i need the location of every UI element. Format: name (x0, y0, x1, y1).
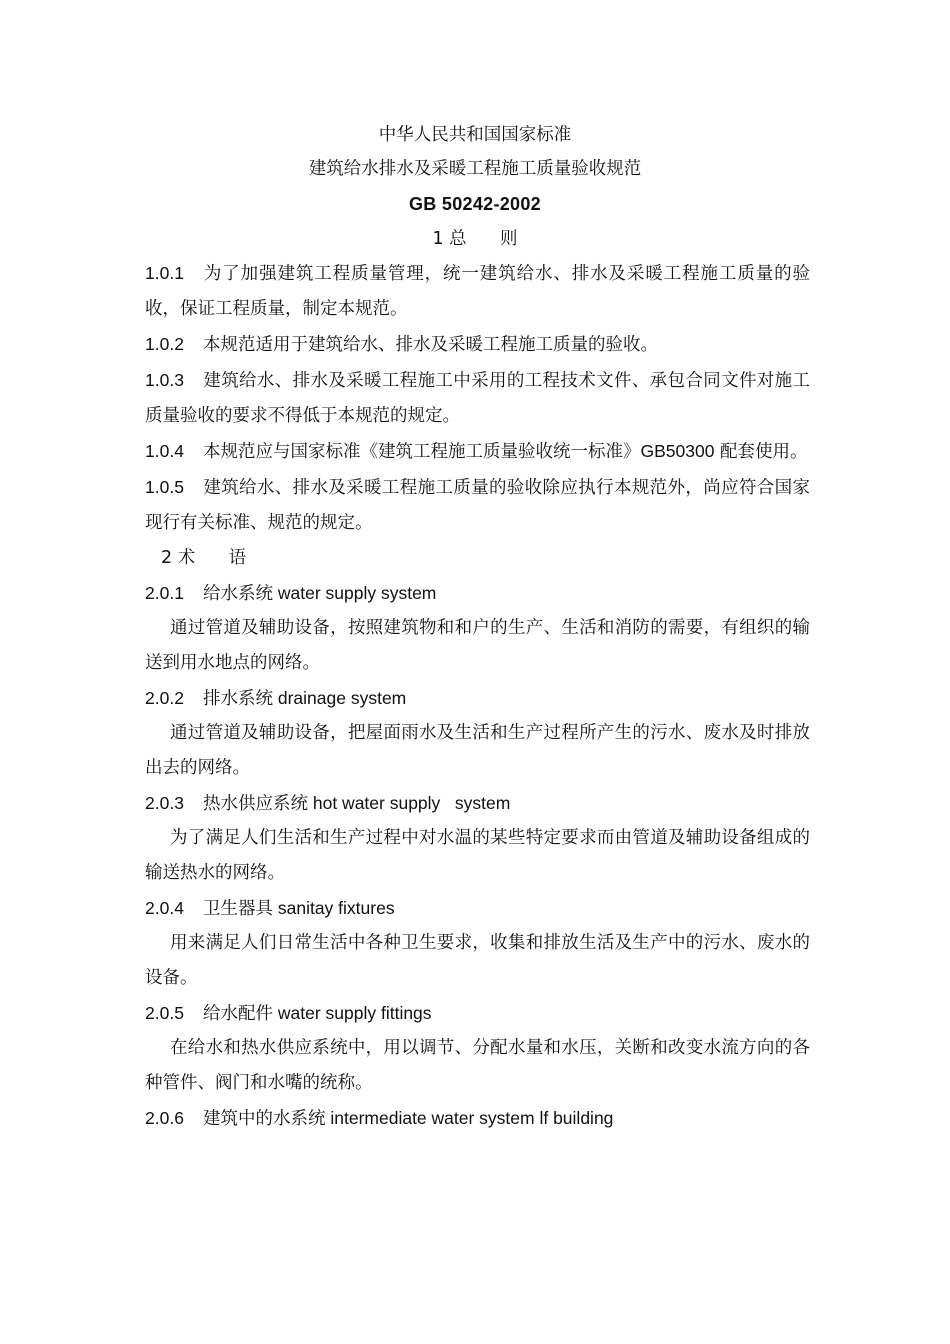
term-chinese: 给水系统 (203, 584, 273, 604)
term-2-0-1 (145, 576, 810, 611)
clause-number: 1.0.3 (145, 370, 184, 390)
clause-text: 本规范适用于建筑给水、排水及采暖工程施工质量的验收。 (203, 335, 658, 355)
clause-number: 1.0.2 (145, 334, 184, 354)
term-2-0-3 (145, 786, 810, 821)
clause-text: 建筑给水、排水及采暖工程施工质量的验收除应执行本规范外，尚应符合国家现行有关标准、规范的规定。 (145, 478, 810, 533)
clause-1-0-3 (145, 363, 810, 434)
term-2-0-5 (145, 996, 810, 1031)
clause-text-post: 配套使用。 (714, 442, 808, 462)
clause-1-0-5 (145, 470, 810, 541)
clause-number: 1.0.5 (145, 477, 184, 497)
term-2-0-2 (145, 681, 810, 716)
clause-1-0-4 (145, 434, 810, 470)
term-number: 2.0.1 (145, 583, 184, 603)
chapter2-heading: 2 术 语 (161, 548, 247, 568)
clause-number: 1.0.4 (145, 441, 184, 461)
chapter1-heading: 1 总 则 (432, 229, 518, 249)
clause-1-0-1 (145, 256, 810, 327)
term-english: intermediate water system lf building (325, 1108, 614, 1128)
clause-1-0-2 (145, 327, 810, 363)
term-chinese: 卫生器具 (203, 899, 273, 919)
term-chinese: 给水配件 (203, 1004, 273, 1024)
term-english: sanitay fixtures (273, 898, 395, 918)
standard-code: GB 50242-2002 (409, 194, 541, 214)
standard-name: 建筑给水排水及采暖工程施工质量验收规范 (308, 159, 642, 179)
term-english: hot water supply system (308, 793, 511, 813)
document-body (145, 118, 810, 1136)
national-standard-title: 中华人民共和国国家标准 (378, 125, 572, 145)
term-chinese: 热水供应系统 (203, 794, 308, 814)
clause-text: 建筑给水、排水及采暖工程施工中采用的工程技术文件、承包合同文件对施工质量验收的要求不得低于本规范的规定。 (145, 371, 810, 426)
term-definition: 在给水和热水供应系统中，用以调节、分配水量和水压，关断和改变水流方向的各种管件、阀门和水嘴的统称。 (145, 1038, 810, 1093)
clause-number: 1.0.1 (145, 263, 184, 283)
term-number: 2.0.3 (145, 793, 184, 813)
term-2-0-4 (145, 891, 810, 926)
clause-text: 为了加强建筑工程质量管理，统一建筑给水、排水及采暖工程施工质量的验收，保证工程质量，制定本规范。 (145, 264, 810, 319)
term-number: 2.0.2 (145, 688, 184, 708)
term-definition: 通过管道及辅助设备，按照建筑物和和户的生产、生活和消防的需要，有组织的输送到用水地点的网络。 (145, 618, 810, 673)
term-definition: 通过管道及辅助设备，把屋面雨水及生活和生产过程所产生的污水、废水及时排放出去的网络。 (145, 723, 810, 778)
term-number: 2.0.4 (145, 898, 184, 918)
term-number: 2.0.6 (145, 1108, 184, 1128)
term-english: drainage system (273, 688, 407, 708)
term-chinese: 排水系统 (203, 689, 273, 709)
term-definition: 用来满足人们日常生活中各种卫生要求，收集和排放生活及生产中的污水、废水的设备。 (145, 933, 810, 988)
term-english: water supply fittings (273, 1003, 432, 1023)
term-chinese: 建筑中的水系统 (203, 1109, 326, 1129)
clause-standard-code: GB50300 (640, 441, 715, 461)
term-number: 2.0.5 (145, 1003, 184, 1023)
term-2-0-6 (145, 1101, 810, 1136)
term-english: water supply system (273, 583, 437, 603)
clause-text-pre: 本规范应与国家标准《建筑工程施工质量验收统一标准》 (203, 442, 641, 462)
term-definition: 为了满足人们生活和生产过程中对水温的某些特定要求而由管道及辅助设备组成的输送热水的网络。 (145, 828, 810, 883)
